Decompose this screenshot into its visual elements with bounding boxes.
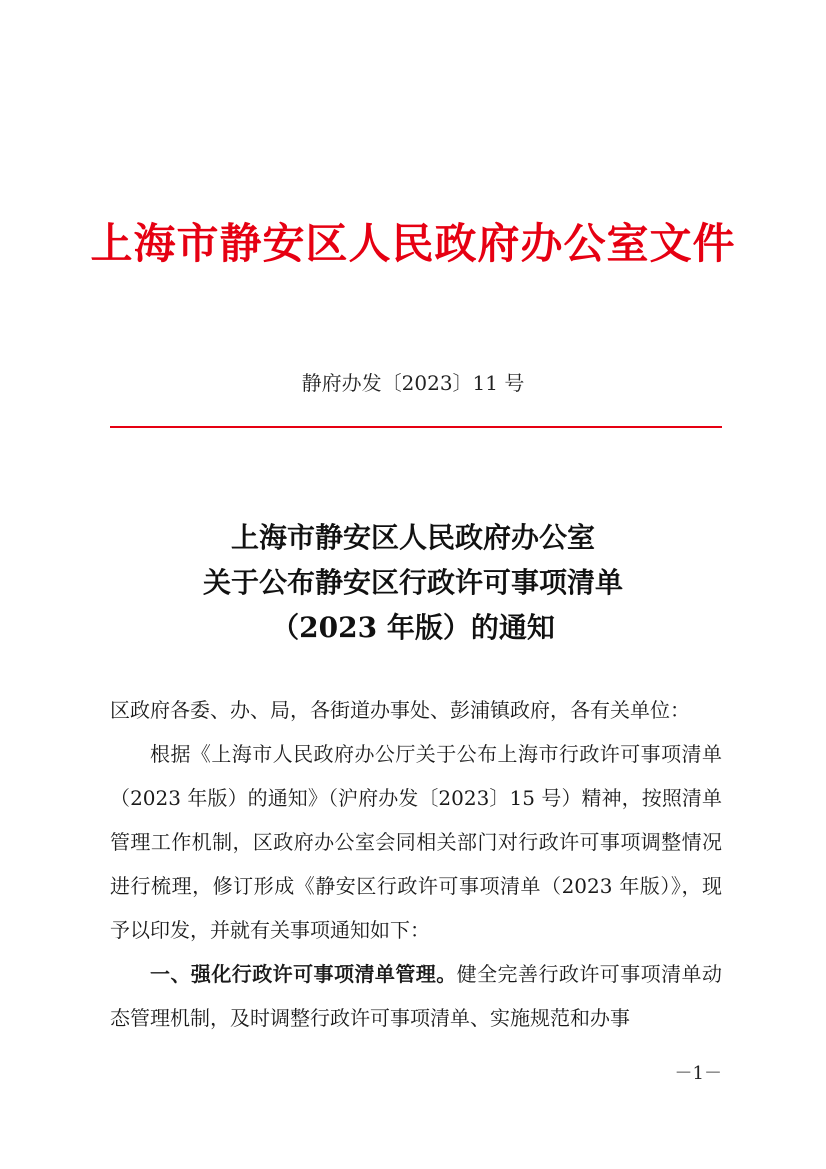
- notice-title-line-3: （2023 年版）的通知: [271, 611, 555, 644]
- document-body: [110, 688, 722, 1040]
- salutation: 区政府各委、办、局，各街道办事处、彭浦镇政府，各有关单位：: [110, 698, 690, 722]
- section-1-heading: 一、强化行政许可事项清单管理。: [150, 962, 457, 986]
- paragraph-1: 根据《上海市人民政府办公厅关于公布上海市行政许可事项清单（2023 年版）的通知》（沪府办发〔2023〕15 号）精神，按照清单管理工作机制，区政府办公室会同相关部门对行政许可事项调整情况进行梳理，修订形成《静安区行政许可事项清单（2023 年版）》，现予以印发，并就有关事项通知如下：: [110, 742, 722, 942]
- section-1: [110, 952, 722, 1040]
- document-number: 静府办发〔2023〕11 号: [301, 371, 525, 395]
- notice-title-line-1: 上海市静安区人民政府办公室: [230, 521, 595, 554]
- page-number: －1－: [674, 1063, 722, 1084]
- notice-title-line-2: 关于公布静安区行政许可事项清单: [202, 566, 623, 599]
- section-1-text: 健全完善行政许可事项清单动态管理机制，及时调整行政许可事项清单、实施规范和办事: [110, 962, 723, 1030]
- notice-title: [0, 515, 826, 650]
- red-divider-line: [110, 426, 722, 428]
- document-header-title: 上海市静安区人民政府办公室文件: [90, 219, 736, 268]
